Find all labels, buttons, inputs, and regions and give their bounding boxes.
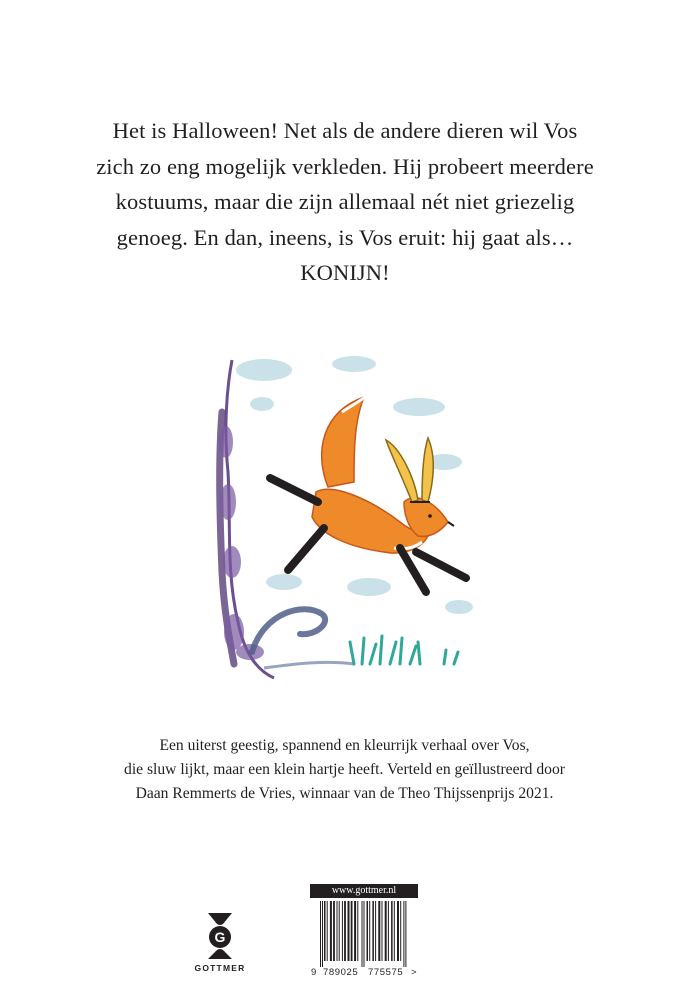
tagline-line: die sluw lijkt, maar een klein hartje heeft. Verteld en geïllustreerd door [124, 761, 565, 778]
publisher-logo-letter: G [214, 929, 226, 945]
barcode-digits [310, 967, 418, 979]
back-cover-blurb [60, 113, 630, 291]
barcode-bars [312, 901, 416, 967]
gottmer-hourglass-logo [206, 913, 234, 959]
publisher-logo [190, 913, 250, 973]
blurb-line: Het is Halloween! Net als de andere dieren wil Vos [112, 118, 578, 143]
tagline-line: Daan Remmerts de Vries, winnaar van de Theo Thijssenprijs 2021. [135, 785, 554, 802]
isbn-barcode [310, 884, 418, 981]
back-cover-tagline [40, 734, 649, 806]
blurb-line: KONIJN! [300, 260, 390, 285]
blurb-line: zich zo eng mogelijk verkleden. Hij probeert meerdere [96, 153, 594, 179]
blurb-line: genoeg. En dan, ineens, is Vos eruit: hij gaat als… [116, 224, 574, 250]
barcode-first-digit: 9 [311, 967, 317, 978]
tagline-line: Een uiterst geestig, spannend en kleurrijk verhaal over Vos, [159, 737, 530, 754]
barcode-left-group: 789025 [323, 967, 359, 978]
barcode-end-mark: > [411, 967, 417, 978]
publisher-name: GOTTMER [194, 963, 246, 973]
blurb-line: kostuums, maar die zijn allemaal nét niet griezelig [115, 189, 575, 214]
barcode-right-group: 775575 [368, 967, 404, 978]
publisher-url: www.gottmer.nl [310, 884, 418, 898]
fox-in-rabbit-ears-illustration [204, 352, 482, 682]
